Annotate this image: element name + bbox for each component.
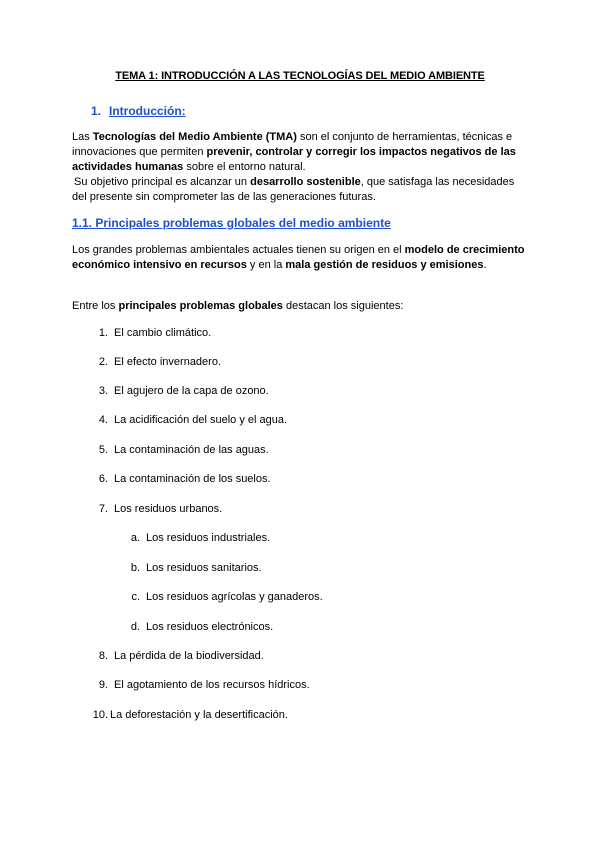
list-intro-bold: principales problemas globales bbox=[118, 300, 283, 312]
intro-text: sobre el entorno natural. bbox=[183, 161, 306, 173]
list-item-number: 3. bbox=[98, 385, 108, 397]
intro-line2 bbox=[72, 176, 514, 203]
list-item bbox=[72, 355, 221, 370]
list-item bbox=[72, 443, 269, 458]
list-intro-paragraph bbox=[72, 299, 528, 314]
list-item-number: 10. bbox=[92, 709, 108, 721]
list-item-text: El cambio climático. bbox=[114, 327, 212, 339]
list-item-number: 8. bbox=[98, 650, 108, 662]
subsection-heading-problemas: 1.1. Principales problemas globales del medio ambiente bbox=[72, 216, 391, 230]
list-item-number: 4. bbox=[98, 414, 108, 426]
sub-list-item bbox=[72, 590, 323, 605]
list-item bbox=[72, 678, 310, 693]
problems-bold-modelo: modelo de crecimiento económico intensivo en recursos bbox=[72, 244, 525, 271]
list-item-number: 5. bbox=[98, 444, 108, 456]
sub-list-item bbox=[72, 620, 273, 635]
sub-list-item-text: Los residuos sanitarios. bbox=[146, 562, 262, 574]
list-item-text: La pérdida de la biodiversidad. bbox=[114, 650, 264, 662]
list-item bbox=[72, 708, 288, 723]
list-item-text: El efecto invernadero. bbox=[114, 356, 222, 368]
problems-paragraph bbox=[72, 243, 528, 273]
sub-list-item-letter: c. bbox=[131, 591, 140, 603]
section-heading-text: Introducción: bbox=[109, 104, 186, 118]
list-item-text: La contaminación de las aguas. bbox=[114, 444, 269, 456]
list-item-number: 7. bbox=[98, 503, 108, 515]
intro-text: son el conjunto de herramientas, técnicas e innovaciones que permiten bbox=[72, 131, 513, 158]
intro-bold-tma: Tecnologías del Medio Ambiente (TMA) bbox=[92, 131, 297, 143]
list-item bbox=[72, 649, 264, 664]
list-item-text: El agotamiento de los recursos hídricos. bbox=[114, 679, 310, 691]
sub-list-item-letter: a. bbox=[130, 532, 140, 544]
list-item-number: 9. bbox=[98, 679, 108, 691]
list-item bbox=[72, 326, 211, 341]
list-item-text: La contaminación de los suelos. bbox=[114, 473, 271, 485]
document-title: TEMA 1: INTRODUCCIÓN A LAS TECNOLOGÍAS DEL MEDIO AMBIENTE bbox=[115, 70, 485, 82]
section-number: 1. bbox=[91, 104, 102, 118]
sub-list-item-text: Los residuos agrícolas y ganaderos. bbox=[146, 591, 323, 603]
list-intro-text: destacan los siguientes: bbox=[282, 300, 404, 312]
list-item-text: El agujero de la capa de ozono. bbox=[114, 385, 269, 397]
list-item-text: La acidificación del suelo y el agua. bbox=[114, 414, 288, 426]
intro-text: , que satisfaga las necesidades del presente sin comprometer las de las generaciones futuras. bbox=[72, 176, 515, 203]
list-item bbox=[72, 502, 222, 517]
intro-bold-prevenir: prevenir, controlar y corregir los impactos negativos de las actividades humanas bbox=[72, 146, 516, 173]
problems-text: y en la bbox=[246, 259, 286, 271]
intro-bold-desarrollo: desarrollo sostenible bbox=[250, 176, 361, 188]
list-item-number: 2. bbox=[98, 356, 108, 368]
list-item-text: La deforestación y la desertificación. bbox=[110, 709, 288, 721]
sub-list-item bbox=[72, 531, 270, 546]
list-item-text: Los residuos urbanos. bbox=[114, 503, 223, 515]
list-item-number: 6. bbox=[98, 473, 108, 485]
intro-text: Su objetivo principal es alcanzar un bbox=[74, 176, 251, 188]
problems-text: . bbox=[483, 259, 487, 271]
list-intro-text: Entre los bbox=[72, 300, 119, 312]
problems-text: Los grandes problemas ambientales actuales tienen su origen en el bbox=[72, 244, 405, 256]
list-item bbox=[72, 384, 269, 399]
list-item-number: 1. bbox=[98, 327, 108, 339]
sub-list-item-text: Los residuos electrónicos. bbox=[146, 621, 274, 633]
intro-paragraph bbox=[72, 130, 528, 205]
intro-text: Las bbox=[72, 131, 93, 143]
sub-list-item-letter: b. bbox=[130, 562, 140, 574]
sub-list-item bbox=[72, 561, 262, 576]
sub-list-item-letter: d. bbox=[130, 621, 140, 633]
list-item bbox=[72, 472, 271, 487]
problems-bold-gestion: mala gestión de residuos y emisiones bbox=[285, 259, 484, 271]
sub-list-item-text: Los residuos industriales. bbox=[146, 532, 271, 544]
list-item bbox=[72, 413, 287, 428]
section-heading-introduccion bbox=[91, 104, 186, 119]
